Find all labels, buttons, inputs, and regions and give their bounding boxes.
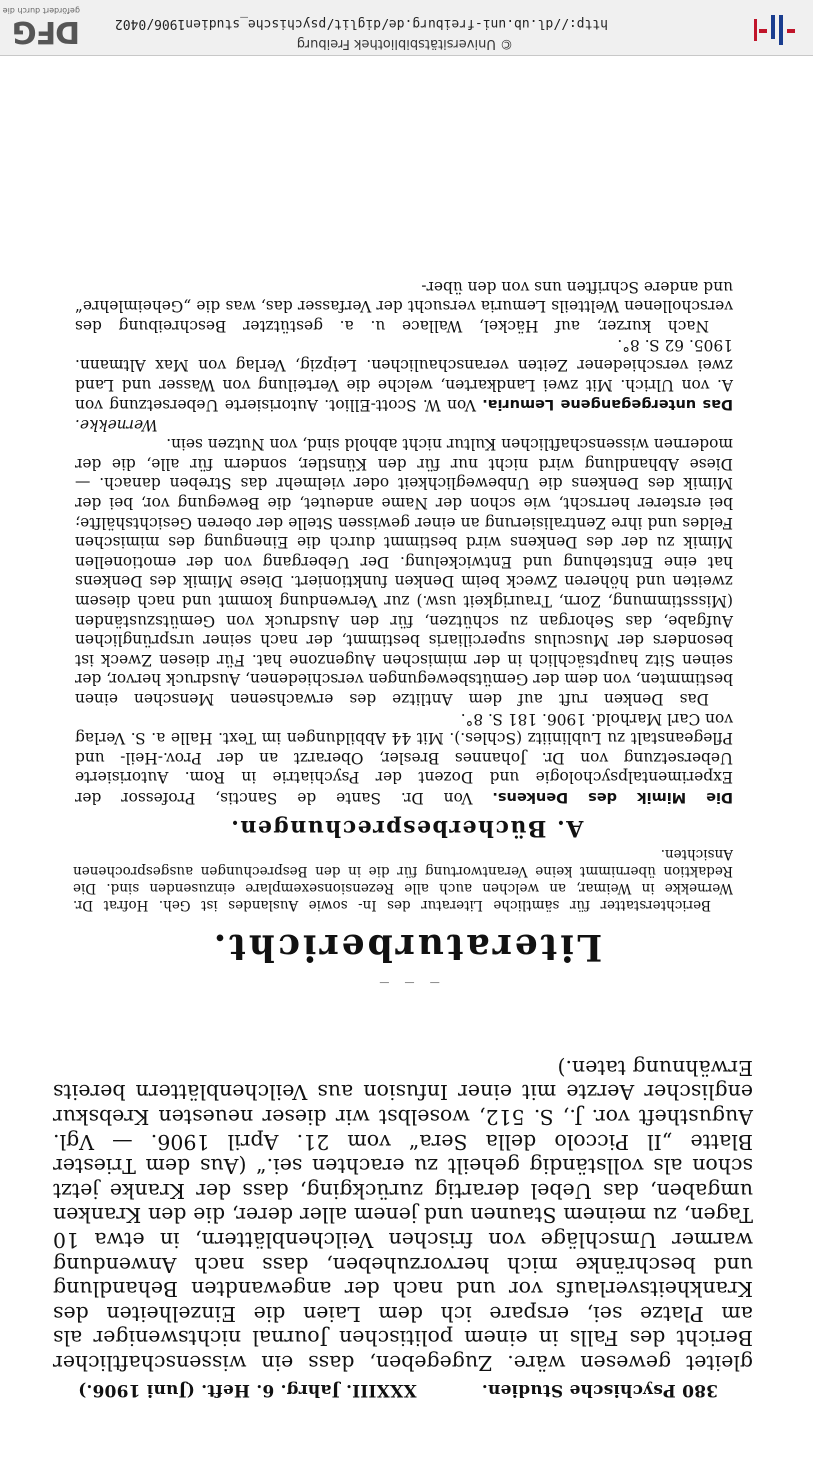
review-2-header xyxy=(75,335,733,414)
review-2-body: Nach kurzer, auf Häckel, Wallace u. a. gestützter Beschreibung des verschollenen Weltteils Lemuria versucht der Verfasser das, was die „Geheimlehre“ und andere Schriften uns von den über- xyxy=(75,277,733,335)
dfg-logo-text: DFG xyxy=(12,14,80,49)
review-1-header xyxy=(75,708,733,807)
university-logo-icon xyxy=(751,7,799,49)
copyright-notice: © Universitätsbibliothek Freiburg xyxy=(296,36,513,51)
review-2-biblio: Von W. Scott-Elliot. Autorisierte Uebersetzung von A. von Ulrich. Mit zwei Landkarten, welche die Verteilung von Wasser und Land zwei verschiedener Zeiten veranschaulichen. Leipzig, Verlag von Max Altmann. 1905. 62 S. 8°. xyxy=(75,336,733,415)
review-1-signature: Wernekke. xyxy=(75,415,158,434)
section-title: Literaturbericht. xyxy=(210,926,603,968)
permalink-url[interactable]: http://dl.ub.uni-freiburg.de/diglit/psychische_studien1906/0402 xyxy=(114,16,608,31)
dfg-logo xyxy=(0,5,80,49)
book-reviews xyxy=(75,276,733,807)
section-intro-text: Berichterstatter für sämtliche Literatur des In- sowie Auslandes ist Geh. Hofrat Dr. Wernekke in Weimar, an welchen auch alle Rezensionsexemplare einzusenden sind. Die Redaktion übernimmt keine Verantwortung für die in den Besprechungen ausgesprochenen Ansichten. xyxy=(73,846,733,913)
review-2-title: Das untergegangene Lemuria. xyxy=(482,396,733,413)
section-divider: — — — xyxy=(373,977,440,988)
section-subtitle: A. Bücherbesprechungen. xyxy=(229,815,584,841)
running-head-page-journal: 380 Psychische Studien. xyxy=(481,1380,718,1400)
running-head-volume: XXXIII. Jahrg. 6. Heft. (Juni 1906.) xyxy=(78,1380,417,1400)
review-1-title: Die Mimik des Denkens. xyxy=(492,789,733,805)
article-continuation-text: gleitet gewesen wäre. Zugegeben, dass ein wissenschaftlicher Bericht des Falls in einem politischen Journal nichtsweniger als am Platze sei, erspare ich dem Laien die Einzelheiten des Krankheitsverlaufs vor und nach der angewandten Behandlung und beschränke mich hervorzuheben, dass nach Anwendung warmer Umschläge von frischen Veilchenblättern, in etwa 10 Tagen, zu meinem Staunen und jenem aller derer, die den Kranken umgaben, das Uebel derartig zurückging, dass der Kranke jetzt schon als vollständig geheilt zu erachten sei.“ (Aus dem Triester Blatte „Il Piccolo della Sera“ vom 21. April 1906. — Vgl. Augustheft vor. J., S. 512, woselbst wir dieser neuesten Krebskur englischer Aerzte mit einer Infusion aus Veilchenblättern bereits Erwähnung taten.) xyxy=(53,1055,753,1375)
review-1-biblio: Von Dr. Sante de Sanctis, Professor der Experimentalpsychologie und Dozent der Psychiatrie in Rom. Autorisierte Uebersetzung von Dr. Johannes Bresler, Oberarzt an der Prov.-Heil- und Pflegeanstalt zu Lubliniitz (Schles.). Mit 44 Abbildungen im Text. Halle a. S. Verlag von Carl Marhold. 1906. 181 S. 8°. xyxy=(75,709,733,807)
running-head xyxy=(78,1380,718,1400)
article-continuation xyxy=(53,1055,753,1375)
section-intro-note xyxy=(73,845,733,913)
dfg-logo-subtext: gefördert durch die xyxy=(2,6,80,15)
viewer-footer-strip xyxy=(0,0,813,56)
university-logo xyxy=(751,7,799,49)
review-1-body: Das Denken ruft auf dem Antlitze des erwachsenen Menschen einen bestimmten, von dem der Gemütsbewegungen verschiedenen, Ausdruck hervor, der seinen Sitz hauptsächlich in der mimischen Augenzone hat. Für diesen Zweck ist besonders der Musculus superciliaris bestimmt, der nach seiner ursprünglichen Aufgabe, das Sehorgan zu schützen, für den Ausdruck von Gemütszuständen (Missstimmung, Zorn, Traurigkeit usw.) zur Verwendung kommt und nach diesem zweiten und höheren Zweck beim Denken funktioniert. Diese Mimik des Denkens hat eine Entstehung und Entwickelung. Der Uebergang von der emotionellen Mimik zu der des Denkens wird bestimmt durch die Einengung des mimischen Feldes und ihre Zentralisierung an einer gewissen Stelle der oberen Gesichtshälfte; bei ersterer herrscht, wie schon der Name andeutet, die Bewegung vor, bei der Mimik des Denkens die Unbeweglichkeit oder vielmehr das Streben danach. — Diese Abhandlung wird nicht nur für den Künstler, sondern für alle, die der modernen wissenschaftlichen Kultur nicht abhold sind, von Nutzen sein. xyxy=(75,435,733,709)
